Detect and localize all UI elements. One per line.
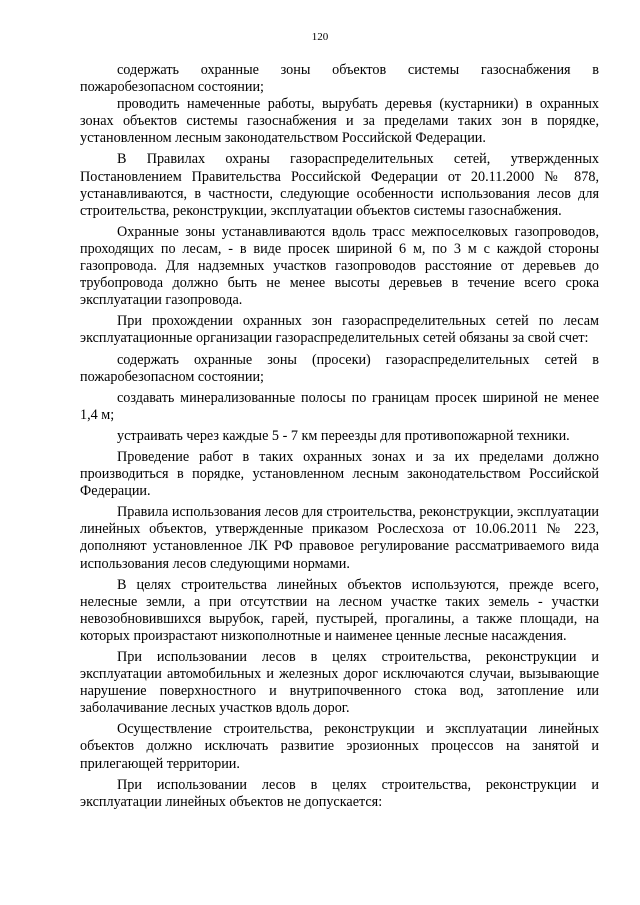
paragraph-12: При использовании лесов в целях строительства, реконструкции и эксплуатации автомобильных и железных дорог исключаются случаи, вызывающие нарушение поверхностного и внутрипочвенного стока вод, затопление или заболачивание лесных участков вдоль дорог. bbox=[80, 649, 599, 717]
paragraph-14: При использовании лесов в целях строительства, реконструкции и эксплуатации линейных объектов не допускается: bbox=[80, 776, 599, 810]
paragraph-13: Осуществление строительства, реконструкции и эксплуатации линейных объектов должно исключать развитие эрозионных процессов на занятой и прилегающей территории. bbox=[80, 721, 599, 772]
page-number: 120 bbox=[311, 31, 329, 43]
paragraph-11: В целях строительства линейных объектов используются, прежде всего, нелесные земли, а при отсутствии на лесном участке таких земель - участки невозобновившихся вырубок, гарей, пустырей, прогалины, а также площади, на которых произрастают низкополнотные и наименее ценные лесные насаждения. bbox=[80, 576, 599, 644]
paragraph-9: Проведение работ в таких охранных зонах и за их пределами должно производиться в порядке, установленном лесным законодательством Российской Федерации. bbox=[80, 448, 599, 500]
page-body bbox=[80, 62, 599, 811]
paragraph-6: содержать охранные зоны (просеки) газораспределительных сетей в пожаробезопасном состоянии; bbox=[80, 351, 599, 385]
paragraph-10: Правила использования лесов для строительства, реконструкции, эксплуатации линейных объектов, утвержденные приказом Рослесхоза от 10.06.2011 № 223, дополняют установленное ЛК РФ правовое регулирование рассматриваемого вида использования лесов следующими нормами. bbox=[80, 504, 599, 572]
paragraph-3: В Правилах охраны газораспределительных сетей, утвержденных Постановлением Правительства Российской Федерации от 20.11.2000 № 878, устанавливаются, в частности, следующие особенности использования лесов для строительства, реконструкции, эксплуатации объектов системы газоснабжения. bbox=[80, 151, 599, 219]
paragraph-1: содержать охранные зоны объектов системы газоснабжения в пожаробезопасном состоянии; bbox=[80, 62, 599, 96]
paragraph-8: устраивать через каждые 5 - 7 км переезды для противопожарной техники. bbox=[117, 427, 570, 444]
paragraph-2: проводить намеченные работы, вырубать деревья (кустарники) в охранных зонах объектов системы газоснабжения и за пределами таких зон в порядке, установленном лесным законодательством Российской Федерации. bbox=[80, 96, 599, 147]
paragraph-4: Охранные зоны устанавливаются вдоль трасс межпоселковых газопроводов, проходящих по лесам, - в виде просек шириной 6 м, по 3 м с каждой стороны газопровода. Для надземных участков газопроводов расстояние от деревьев до трубопровода должно быть не менее высоты деревьев в течение всего срока эксплуатации газопровода. bbox=[80, 223, 599, 309]
paragraph-7: создавать минерализованные полосы по границам просек шириной не менее 1,4 м; bbox=[80, 389, 599, 423]
paragraph-5: При прохождении охранных зон газораспределительных сетей по лесам эксплуатационные организации газораспределительных сетей обязаны за свой счет: bbox=[80, 313, 599, 347]
